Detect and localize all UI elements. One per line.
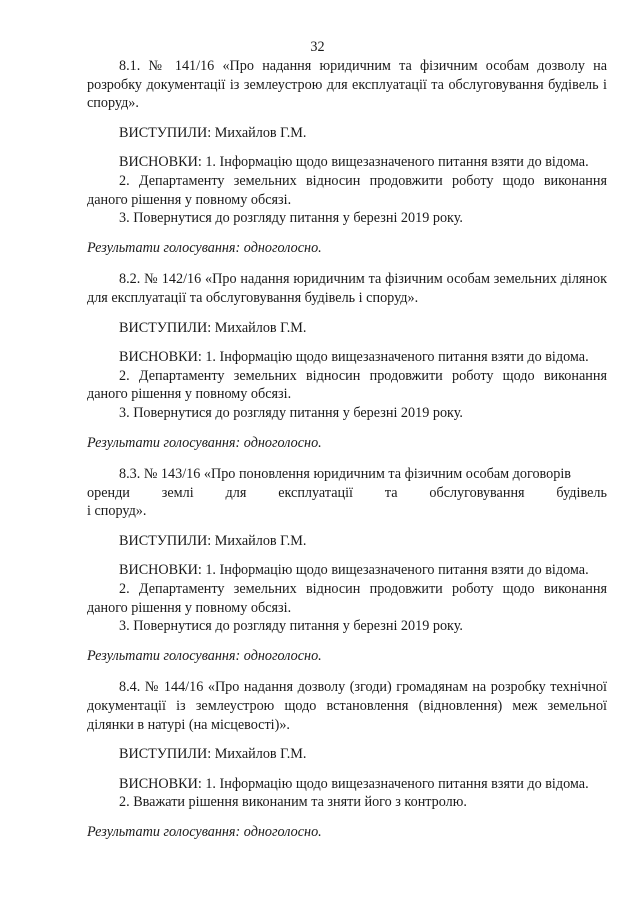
speakers-line	[87, 319, 607, 338]
vote-result	[87, 647, 607, 666]
conclusion-item: 1. Інформацію щодо вищезазначеного питання взяти до відома.	[205, 562, 589, 579]
conclusion-item: 2. Департаменту земельних відносин продовжити роботу щодо виконання даного рішення у повному обсязі.	[87, 172, 607, 208]
conclusion-item: 2. Департаменту земельних відносин продовжити роботу щодо виконання даного рішення у повному обсязі.	[87, 581, 607, 616]
conclusions-label: ВИСНОВКИ:	[119, 562, 202, 579]
vote-value: одноголосно.	[243, 239, 322, 256]
vote-result	[87, 239, 607, 258]
speakers-label: ВИСТУПИЛИ:	[119, 746, 212, 763]
conclusion-item: 1. Інформацію щодо вищезазначеного питання взяти до відома.	[205, 154, 589, 171]
conclusion-item: 3. Повернутися до розгляду питання у березні 2019 року.	[119, 404, 463, 421]
minutes-content	[87, 57, 607, 842]
heading-word: експлуатації	[278, 484, 353, 501]
speakers-label: ВИСТУПИЛИ:	[119, 124, 212, 141]
agenda-item-8-4	[87, 678, 607, 841]
conclusions-label: ВИСНОВКИ:	[119, 775, 202, 792]
speaker-name: Михайлов Г.М.	[214, 532, 307, 549]
speakers-line	[87, 532, 607, 551]
conclusions-line	[87, 348, 607, 367]
conclusions-line	[87, 153, 607, 172]
page-number: 32	[310, 39, 325, 55]
vote-label: Результати голосування:	[87, 824, 241, 840]
heading-word: оренди	[87, 484, 130, 501]
vote-value: одноголосно.	[243, 647, 322, 664]
speaker-name: Михайлов Г.М.	[214, 124, 307, 141]
vote-label: Результати голосування:	[87, 434, 241, 451]
vote-value: одноголосно.	[243, 434, 322, 451]
vote-result	[87, 823, 607, 842]
conclusion-item: 2. Департаменту земельних відносин продовжити роботу щодо виконання даного рішення у повному обсязі.	[87, 367, 607, 403]
conclusions-label: ВИСНОВКИ:	[119, 154, 202, 171]
conclusions-label: ВИСНОВКИ:	[119, 349, 202, 366]
speakers-line	[87, 124, 607, 143]
heading-word: землі	[161, 484, 194, 501]
speaker-name: Михайлов Г.М.	[214, 319, 307, 336]
vote-label: Результати голосування:	[87, 239, 241, 256]
vote-result	[87, 434, 607, 453]
conclusion-item: 2. Вважати рішення виконаним та зняти його з контролю.	[119, 794, 467, 811]
conclusion-item: 1. Інформацію щодо вищезазначеного питання взяти до відома.	[205, 349, 589, 366]
vote-label: Результати голосування:	[87, 647, 241, 664]
speakers-label: ВИСТУПИЛИ:	[119, 319, 212, 336]
speaker-name: Михайлов Г.М.	[214, 746, 307, 763]
conclusions-line	[87, 775, 607, 794]
speakers-line	[87, 745, 607, 764]
agenda-item-heading	[87, 465, 607, 521]
heading-line: 8.3. № 143/16 «Про поновлення юридичним та фізичним особам договорів	[119, 466, 571, 483]
heading-word: та	[384, 484, 398, 501]
heading-line: і споруд».	[87, 503, 147, 520]
conclusion-item: 3. Повернутися до розгляду питання у березні 2019 року.	[119, 618, 463, 635]
conclusion-item: 3. Повернутися до розгляду питання у березні 2019 року.	[119, 210, 463, 227]
agenda-item-8-2	[87, 270, 607, 452]
agenda-item-8-3	[87, 465, 607, 665]
heading-word: будівель	[556, 484, 607, 501]
conclusion-item: 1. Інформацію щодо вищезазначеного питання взяти до відома.	[205, 775, 589, 792]
heading-line-spread	[87, 484, 607, 503]
agenda-item-heading: 8.1. № 141/16 «Про надання юридичним та фізичним особам дозволу на розробку документації із землеустрою для експлуатації та обслуговування будівель і споруд».	[87, 58, 607, 112]
heading-word: для	[225, 484, 247, 501]
conclusions-line	[87, 561, 607, 580]
speakers-label: ВИСТУПИЛИ:	[119, 532, 212, 549]
heading-word: обслуговування	[429, 484, 525, 501]
agenda-item-heading: 8.4. № 144/16 «Про надання дозволу (згоди) громадянам на розробку технічної документації із землеустрою щодо встановлення (відновлення) меж земельної ділянки в натурі (на місцевості)».	[87, 679, 607, 733]
agenda-item-heading: 8.2. № 142/16 «Про надання юридичним та фізичним особам земельних ділянок для експлуатації та обслуговування будівель і споруд».	[87, 271, 607, 306]
agenda-item-8-1	[87, 57, 607, 257]
vote-value: одноголосно.	[243, 824, 322, 840]
